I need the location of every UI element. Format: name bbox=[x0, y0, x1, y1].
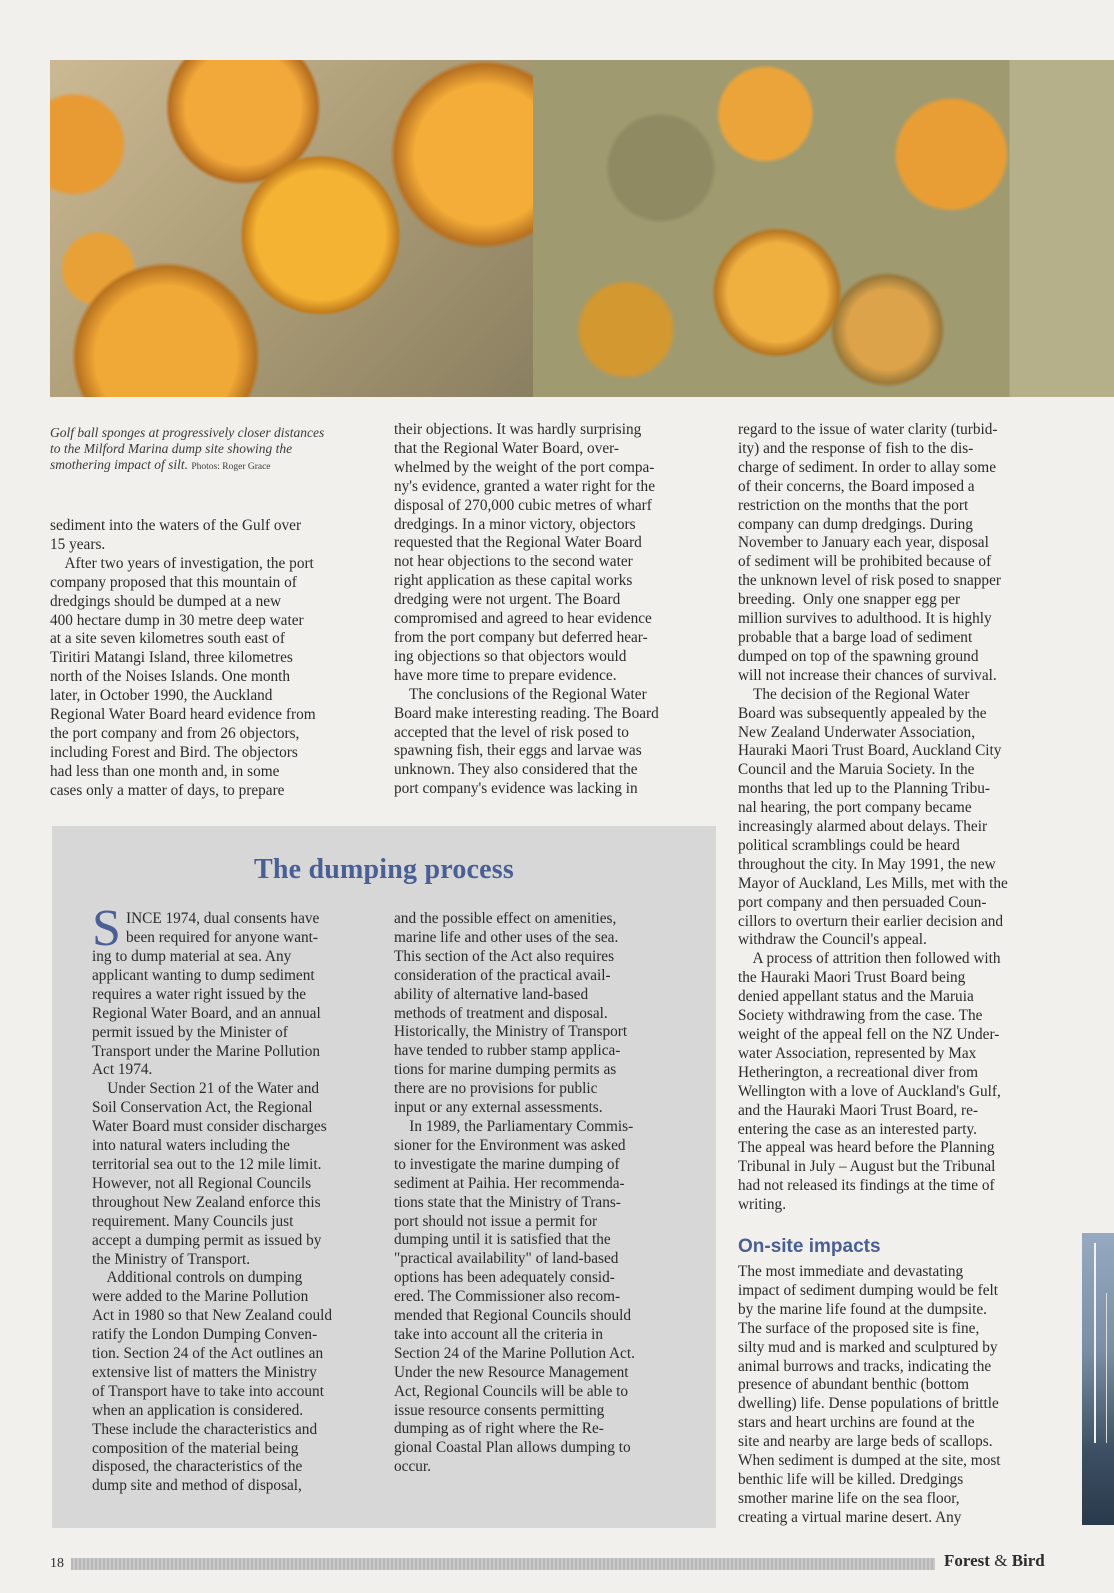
magazine-title-bird: Bird bbox=[1011, 1551, 1045, 1570]
caption-text: Golf ball sponges at progressively closer distances to the Milford Marina dump site showing the smothering impact of silt. bbox=[50, 425, 325, 472]
photo-caption bbox=[50, 425, 324, 475]
sponge-photo-right bbox=[533, 60, 1114, 397]
sidebar-title: The dumping process bbox=[253, 854, 514, 885]
magazine-title-forest: Forest bbox=[944, 1551, 990, 1570]
footer-rule bbox=[71, 1558, 935, 1570]
sidebar-column-2: and the possible effect on amenities, marine life and other uses of the sea. This section of the Act also requires consideration of the practical avail- ability of alternative land-based methods of treatment and disposal. Historically, the Ministry of Transport have tended to rubber stamp applica- tions for marine dumping permits as there are no provisions for public input or any external assessments. In 1989, the Parliamentary Commis- sioner for the Environment was asked to investigate the marine dumping of sediment at Paihia. Her recommenda- tions state that the Ministry of Trans- port should not issue a permit for dumping until it is satisfied that the "practical availability" of land-based options has been adequately consid- ered. The Commissioner also recom- mended that Regional Councils should take into account all the criteria in Section 24 of the Marine Pollution Act. Under the new Resource Management Act, Regional Councils will be able to issue resource consents permitting dumping as of right where the Re- gional Coastal Plan allows dumping to occur. bbox=[394, 910, 635, 1476]
magazine-title bbox=[944, 1551, 1045, 1571]
photo-credit: Photos: Roger Grace bbox=[191, 462, 271, 472]
sponge-photo-left bbox=[50, 60, 533, 397]
marina-photo-edge bbox=[1082, 1233, 1114, 1525]
page-number: 18 bbox=[50, 1556, 64, 1571]
magazine-title-ampersand: & bbox=[994, 1551, 1008, 1570]
sidebar-lead: INCE 1974, dual consents have been required for anyone want- bbox=[126, 910, 320, 946]
article-column-3-continued: The most immediate and devastating impact of sediment dumping would be felt by the marine life found at the dumpsite. The surface of the proposed site is fine, silty mud and is marked and sculptured by animal burrows and tracks, indicating the presence of abundant benthic (bottom dwelling) life. Dense populations of brittle stars and heart urchins are found at the site and nearby are large beds of scallops. When sediment is dumped at the site, most benthic life will be killed. Dredgings smother marine life on the sea floor, creating a virtual marine desert. Any bbox=[738, 1263, 1001, 1526]
article-column-2: their objections. It was hardly surprising that the Regional Water Board, over- whelmed by the weight of the port compa- ny's evidence, granted a water right for the disposal of 270,000 cubic metres of wharf dredgings. In a minor victory, objectors requested that the Regional Water Board not hear objections to the second water right application as these capital works dredging were not urgent. The Board compromised and agreed to hear evidence from the port company but deferred hear- ing objections so that objectors would have more time to prepare evidence. The conclusions of the Regional Water Board make interesting reading. The Board accepted that the level of risk posed to spawning fish, their eggs and larvae was unknown. They also considered that the port company's evidence was lacking in bbox=[394, 421, 659, 798]
article-column-3: regard to the issue of water clarity (turbid- ity) and the response of fish to the dis- charge of sediment. In order to allay some of their concerns, the Board imposed a restriction on the months that the port company can dump dredgings. During November to January each year, disposal of sediment will be prohibited because of the unknown level of risk posed to snapper breeding. Only one snapper egg per million survives to adulthood. It is highly probable that a barge load of sediment dumped on top of the spawning ground will not increase their chances of survival. The decision of the Regional Water Board was subsequently appealed by the New Zealand Underwater Association, Hauraki Maori Trust Board, Auckland City Council and the Maruia Society. In the months that led up to the Planning Tribu- nal hearing, the port company became increasingly alarmed about delays. Their political scramblings could be heard throughout the city. In May 1991, the new Mayor of Auckland, Les Mills, met with the port company and then persuaded Coun- cillors to overturn their earlier decision and withdraw the Council's appeal. A process of attrition then followed with the Hauraki Maori Trust Board being denied appellant status and the Maruia Society withdrawing from the case. The weight of the appeal fell on the NZ Under- water Association, represented by Max Hetherington, a recreational diver from Wellington with a love of Auckland's Gulf, and the Hauraki Maori Trust Board, re- entering the case as an interested party. The appeal was heard before the Planning Tribunal in July – August but the Tribunal had not released its findings at the time of writing. bbox=[738, 421, 1008, 1214]
dumping-process-sidebar bbox=[52, 826, 716, 1528]
sidebar-column-1: ing to dump material at sea. Any applicant wanting to dump sediment requires a water right issued by the Regional Water Board, and an annual permit issued by the Minister of Transport under the Marine Pollution Act 1974. Under Section 21 of the Water and Soil Conservation Act, the Regional Water Board must consider discharges into natural waters including the territorial sea out to the 12 mile limit. However, not all Regional Councils throughout New Zealand enforce this requirement. Many Councils just accept a dumping permit as issued by the Ministry of Transport. Additional controls on dumping were added to the Marine Pollution Act in 1980 so that New Zealand could ratify the London Dumping Conven- tion. Section 24 of the Act outlines an extensive list of matters the Ministry of Transport have to take into account when an application is considered. These include the characteristics and composition of the material being disposed, the characteristics of the dump site and method of disposal, bbox=[92, 948, 333, 1495]
drop-cap: S bbox=[92, 900, 121, 957]
on-site-impacts-heading: On-site impacts bbox=[738, 1236, 881, 1257]
article-column-1: sediment into the waters of the Gulf over 15 years. After two years of investigation, the port company proposed that this mountain of dredgings should be dumped at a new 400 hectare dump in 30 metre deep water at a site seven kilometres south east of Tiritiri Matangi Island, three kilometres north of the Noises Islands. One month later, in October 1990, the Auckland Regional Water Board heard evidence from the port company and from 26 objectors, including Forest and Bird. The objectors had less than one month and, in some cases only a matter of days, to prepare bbox=[50, 517, 316, 799]
